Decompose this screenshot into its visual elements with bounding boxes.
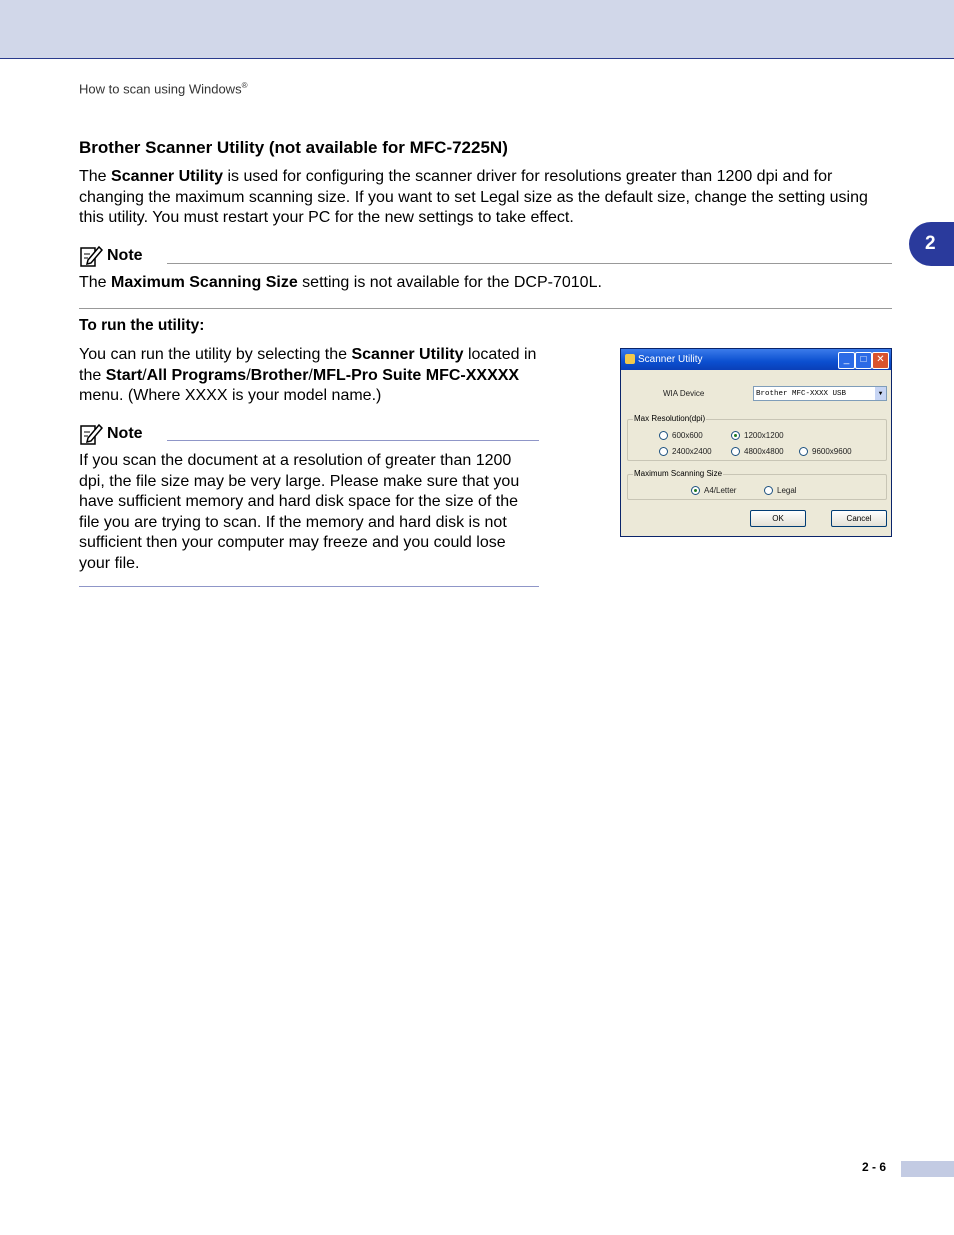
scanner-utility-dialog [620,348,892,537]
note2-end-rule [79,586,539,587]
page-number: 2 - 6 [862,1160,887,1174]
note2-text: If you scan the document at a resolution of greater than 1200 dpi, the file size may be very large. Please make sure that you have sufficient memory and hard disk space for the size of the file you are trying to scan. If the memory and hard disk is not sufficient then your computer may freeze and you could lose your file. [79,452,520,572]
cancel-button[interactable]: Cancel [831,510,887,527]
chevron-down-icon[interactable]: ▼ [875,387,886,400]
note2-rule [167,440,539,441]
close-button[interactable]: ✕ [872,352,889,369]
radio-2400x2400[interactable]: 2400x2400 [659,447,712,456]
run-heading: To run the utility: [79,317,205,334]
wia-device-select[interactable]: Brother MFC-XXXX USB ▼ [753,386,887,401]
radio-a4-letter[interactable]: A4/Letter [691,486,736,495]
note-rule [167,263,892,264]
maximize-button[interactable]: □ [855,352,872,369]
section-title: Brother Scanner Utility (not available for MFC-7225N) [79,138,508,157]
run-paragraph: You can run the utility by selecting the Scanner Utility located in the Start/All Programs/Brother/MFL-Pro Suite MFC-XXXXX menu. (Where XXXX is your model name.) [79,346,537,404]
intro-paragraph: The Scanner Utility is used for configuring the scanner driver for resolutions greater than 1200 dpi and for changing the maximum scanning size. If you want to set Legal size as the default size, change the setting using this utility. You must restart your PC for the new settings to take effect. [79,168,868,226]
ok-button[interactable]: OK [750,510,806,527]
resolution-group: Max Resolution(dpi) [627,419,887,461]
radio-4800x4800[interactable]: 4800x4800 [731,447,784,456]
wia-device-label: WIA Device [663,389,705,398]
dialog-titlebar: Scanner Utility _ □ ✕ [621,349,891,370]
note-pencil-icon [79,422,103,446]
chapter-tab: 2 [909,222,954,266]
running-header: How to scan using Windows® [79,81,248,97]
note-pencil-icon [79,244,103,268]
scan-size-group: Maximum Scanning Size [627,474,887,500]
minimize-button[interactable]: _ [838,352,855,369]
radio-9600x9600[interactable]: 9600x9600 [799,447,852,456]
app-icon [625,354,635,364]
note-text: The Maximum Scanning Size setting is not available for the DCP-7010L. [79,274,602,291]
radio-1200x1200[interactable]: 1200x1200 [731,431,784,440]
note-heading: Note [79,244,143,268]
note2-heading: Note [79,422,143,446]
radio-600x600[interactable]: 600x600 [659,431,703,440]
note-end-rule [79,308,892,309]
radio-legal[interactable]: Legal [764,486,797,495]
footer-band [901,1161,954,1177]
header-band [0,0,954,59]
